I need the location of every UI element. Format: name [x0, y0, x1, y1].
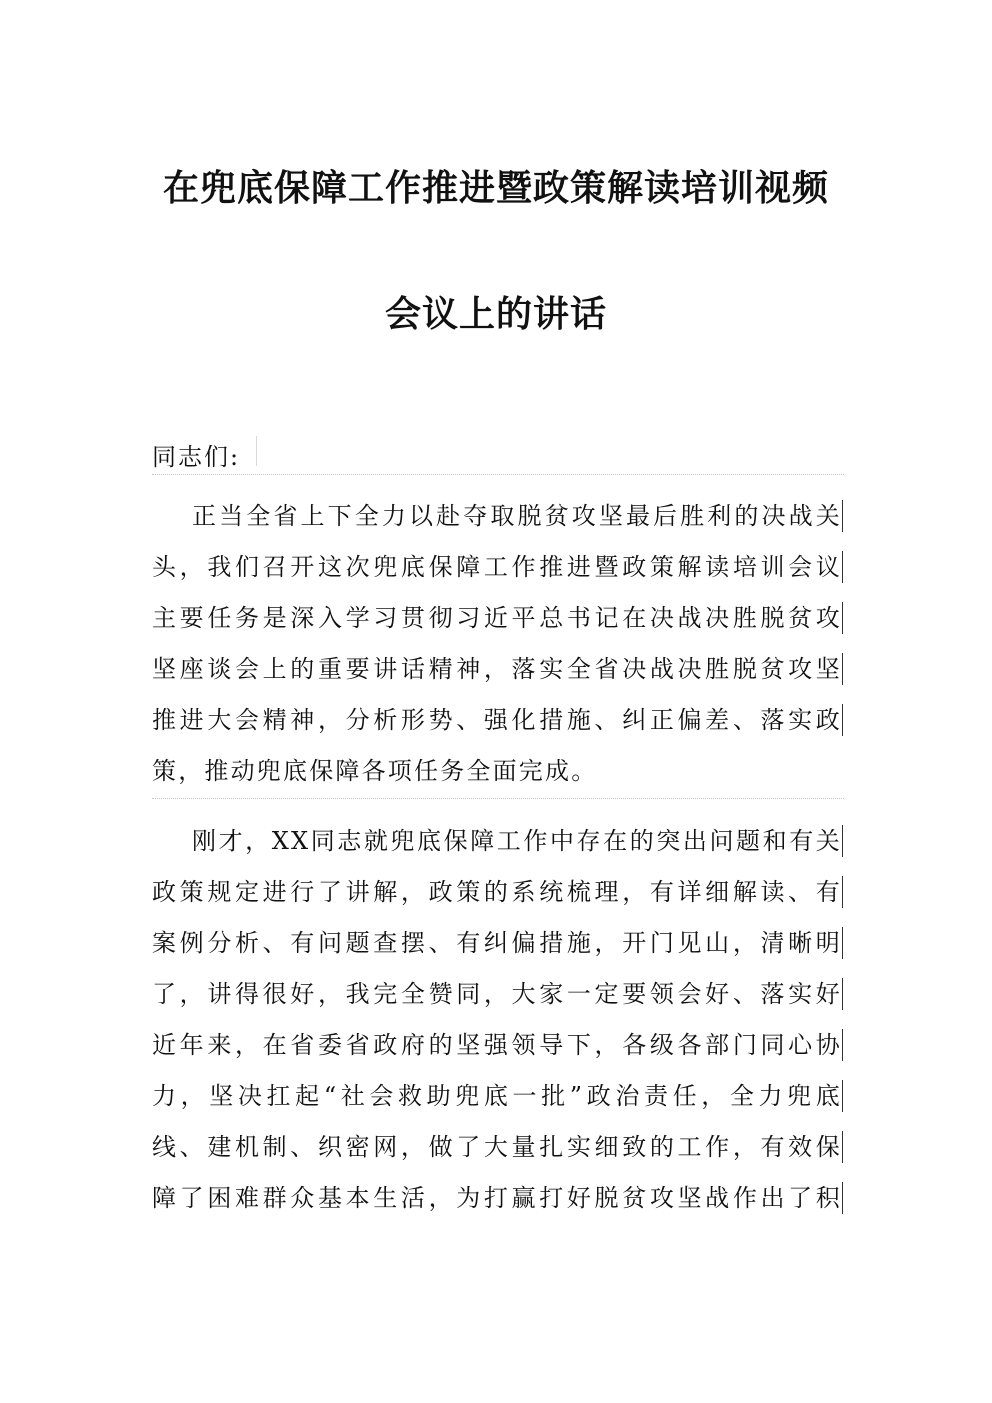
document-title-line-2: 会议上的讲话	[384, 294, 607, 335]
paragraph-line: 政策规定进行了讲解，政策的系统梳理，有详细解读、有	[152, 878, 842, 906]
paragraph-line: 了，讲得很好，我完全赞同，大家一定要领会好、落实好	[152, 980, 842, 1008]
paragraph-line: 障了困难群众基本生活，为打赢打好脱贫攻坚战作出了积	[152, 1184, 842, 1212]
section-divider	[152, 474, 844, 475]
paragraph-line: 策，推动兜底保障各项任务全面完成。	[152, 757, 598, 785]
paragraph-line: 近年来，在省委省政府的坚强领导下，各级各部门同心协	[152, 1031, 842, 1059]
salutation: 同志们:	[152, 443, 241, 471]
paragraph-line: 力，坚决扛起“社会救助兜底一批”政治责任，全力兜底	[152, 1082, 842, 1110]
text-cursor-mark	[256, 436, 257, 466]
paragraph-line: 头，我们召开这次兜底保障工作推进暨政策解读培训会议	[152, 553, 842, 581]
document-title-line-1: 在兜底保障工作推进暨政策解读培训视频	[162, 168, 829, 209]
paragraph-line: 主要任务是深入学习贯彻习近平总书记在决战决胜脱贫攻	[152, 604, 842, 632]
paragraph-line: 刚才，XX同志就兜底保障工作中存在的突出问题和有关	[152, 825, 843, 857]
paragraph-line: 案例分析、有问题查摆、有纠偏措施，开门见山，清晰明	[152, 929, 842, 957]
paragraph-line: 线、建机制、织密网，做了大量扎实细致的工作，有效保	[152, 1133, 842, 1161]
paragraph-line: 坚座谈会上的重要讲话精神，落实全省决战决胜脱贫攻坚	[152, 655, 842, 683]
paragraph-line: 推进大会精神，分析形势、强化措施、纠正偏差、落实政	[152, 706, 842, 734]
section-divider	[152, 798, 844, 799]
paragraph-line: 正当全省上下全力以赴夺取脱贫攻坚最后胜利的决战关	[152, 500, 843, 532]
